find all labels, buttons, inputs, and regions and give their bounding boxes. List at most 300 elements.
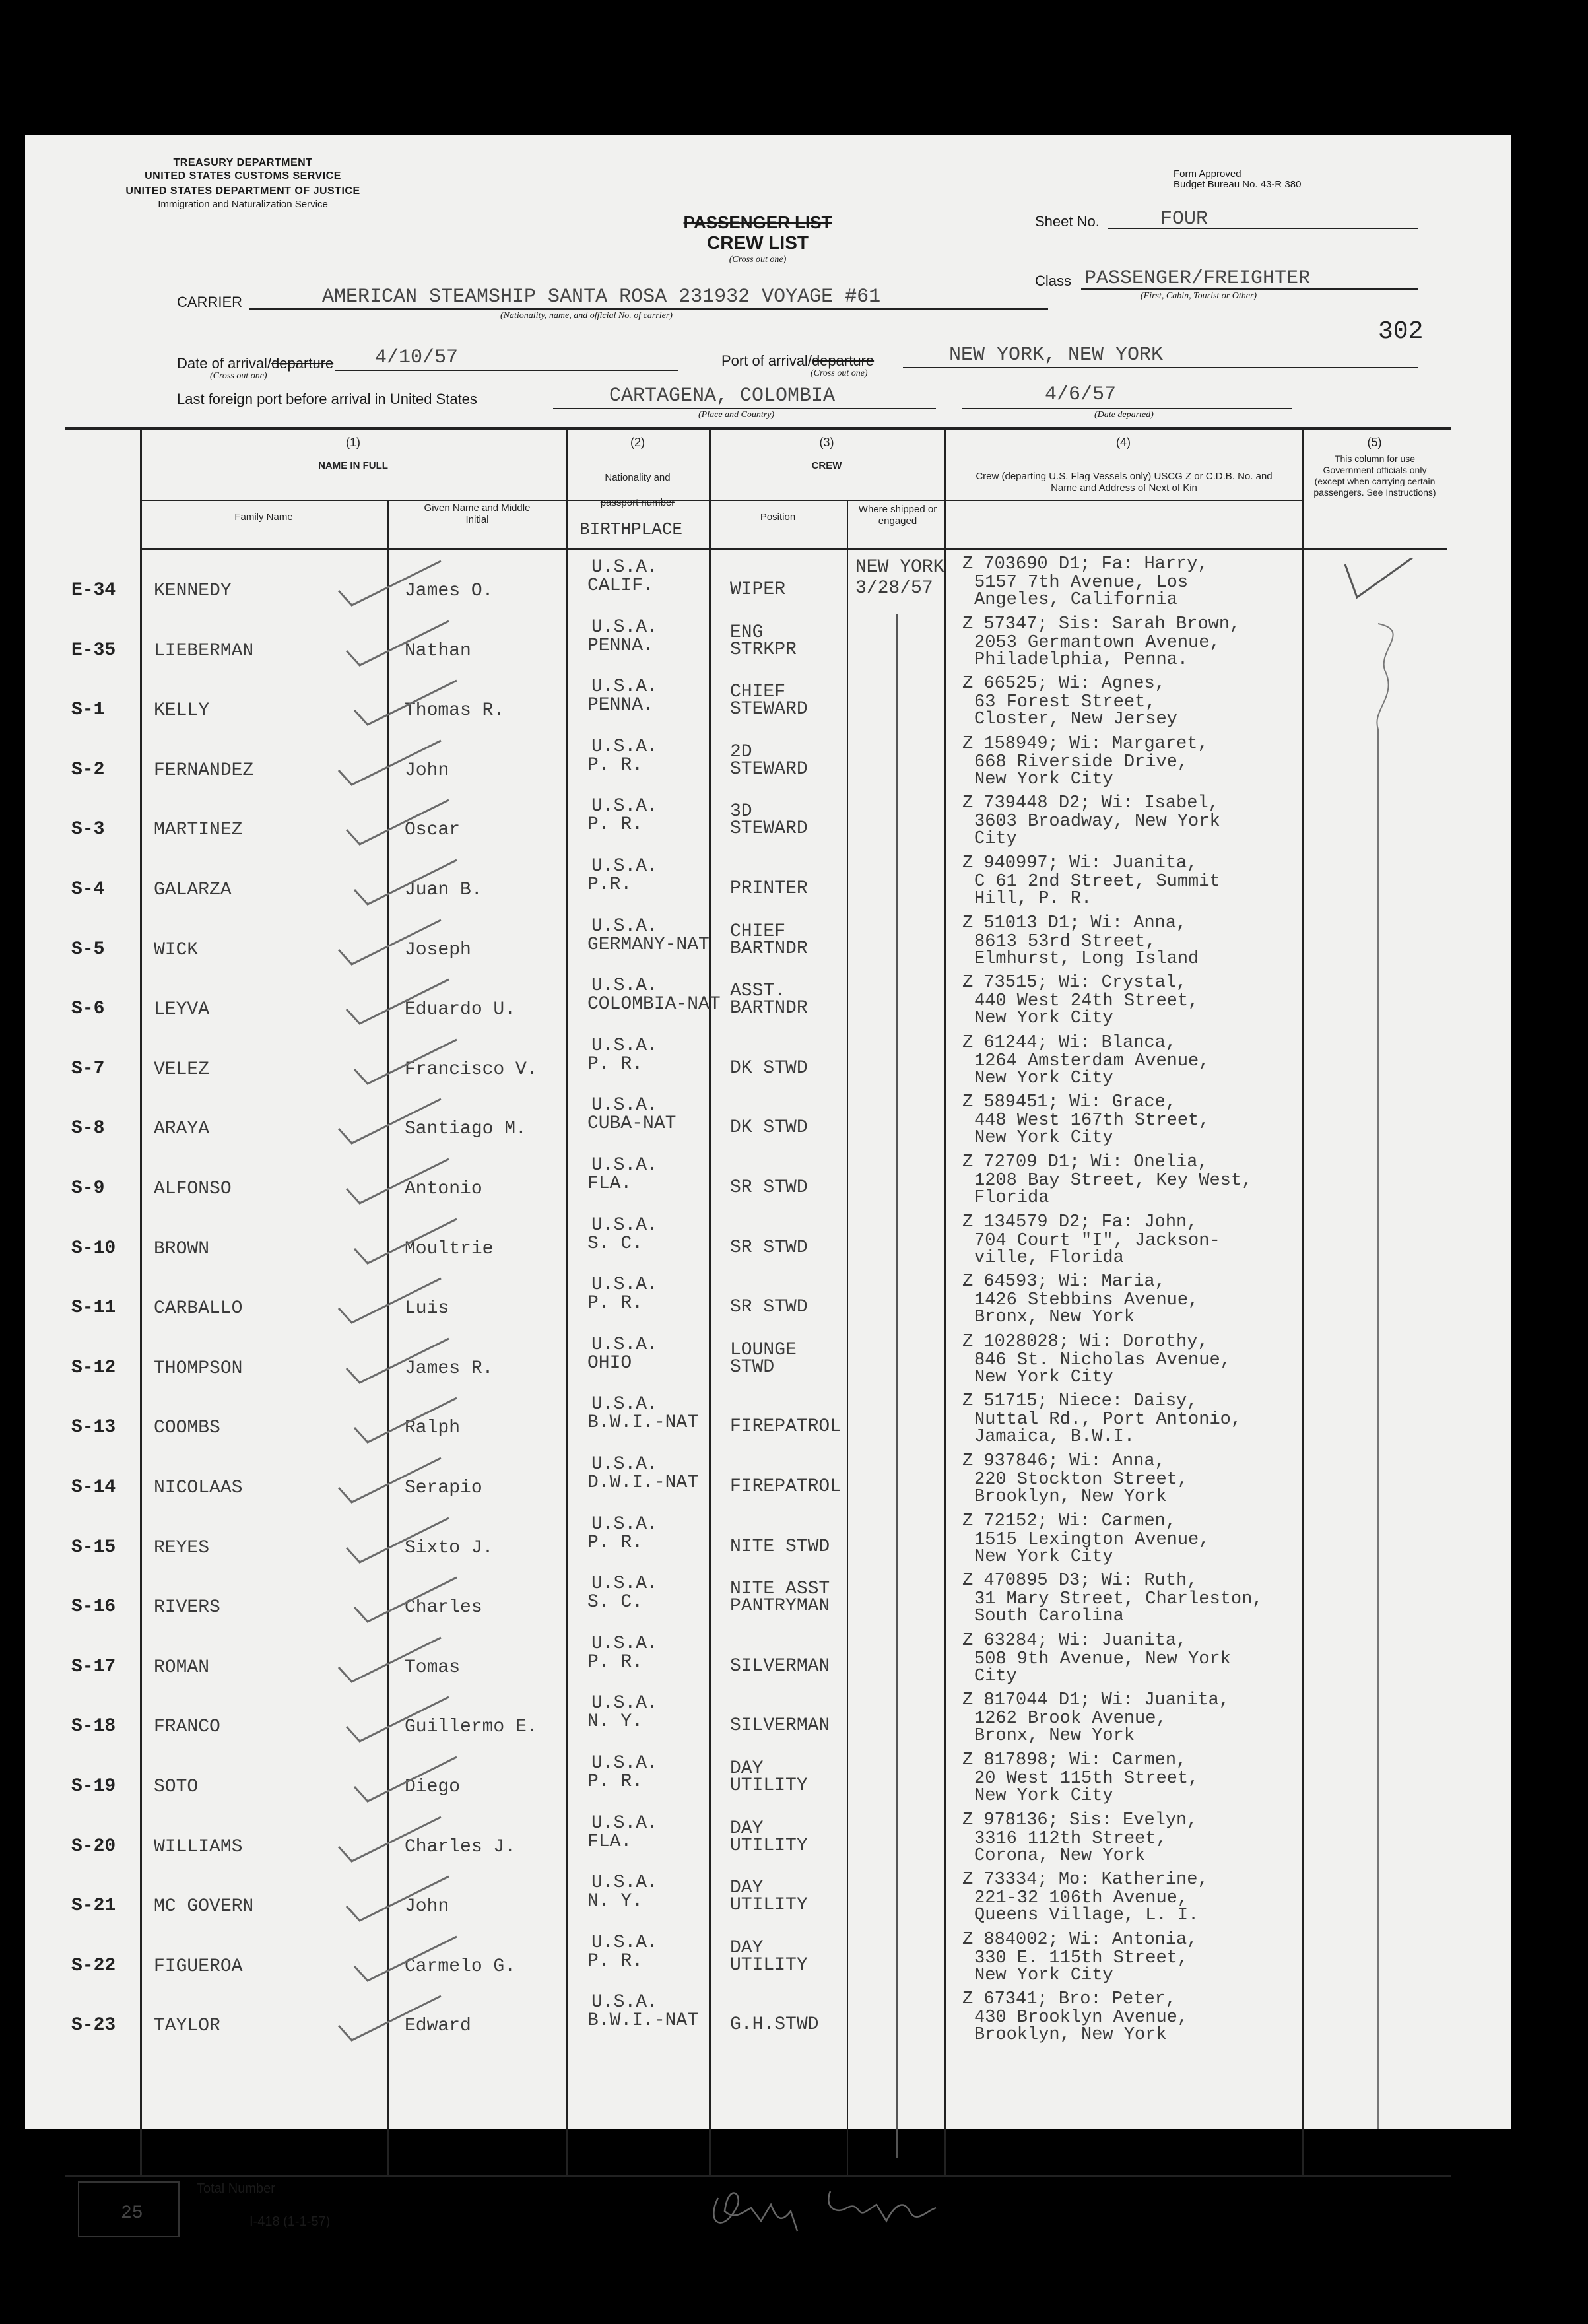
- col3-number: (3): [819, 436, 834, 449]
- check-icon: [337, 1694, 482, 1746]
- row-mark: S-16: [71, 1597, 116, 1618]
- birthplace: PENNA.: [587, 695, 654, 716]
- position-line1: SR STWD: [730, 1297, 808, 1318]
- next-of-kin-line3: Closter, New Jersey: [974, 710, 1177, 730]
- check-icon: [337, 797, 482, 849]
- position-line1: CHIEF: [730, 682, 786, 703]
- family-name: CARBALLO: [154, 1298, 243, 1319]
- last-port-note: (Place and Country): [698, 410, 775, 420]
- next-of-kin-line1: Z 940997; Wi: Juanita,: [962, 853, 1198, 873]
- next-of-kin-line1: Z 63284; Wi: Juanita,: [962, 1630, 1187, 1651]
- next-of-kin-line1: Z 937846; Wi: Anna,: [962, 1451, 1166, 1471]
- page-number: 302: [1378, 317, 1424, 346]
- nationality: U.S.A.: [591, 557, 658, 578]
- nationality: U.S.A.: [591, 1753, 658, 1774]
- next-of-kin-line1: Z 470895 D3; Wi: Ruth,: [962, 1571, 1198, 1591]
- row-mark: S-11: [71, 1298, 116, 1319]
- table-row: [25, 1748, 1511, 1809]
- check-icon: [329, 917, 474, 970]
- birthplace: P. R.: [587, 1293, 644, 1314]
- position-line2: UTILITY: [730, 1776, 808, 1796]
- position-line1: DK STWD: [730, 1057, 808, 1079]
- family-name: VELEZ: [154, 1059, 210, 1080]
- carrier-label: CARRIER: [177, 294, 243, 310]
- date-note: (Cross out one): [210, 371, 267, 381]
- given-name: Sixto J.: [405, 1537, 494, 1558]
- nationality: U.S.A.: [591, 856, 658, 877]
- position-line1: FIREPATROL: [730, 1477, 842, 1497]
- nationality: U.S.A.: [591, 1633, 658, 1654]
- row-mark: S-13: [71, 1417, 116, 1438]
- table-row: [25, 1688, 1511, 1748]
- family-name: NICOLAAS: [154, 1478, 243, 1498]
- carrier-underline: [249, 308, 1048, 310]
- birthplace: B.W.I.-NAT: [587, 2010, 699, 2032]
- subheader-rule: [140, 500, 1302, 501]
- form-id: I-418 (1-1-57): [249, 2214, 331, 2229]
- next-of-kin-line1: Z 73515; Wi: Crystal,: [962, 973, 1187, 993]
- row-mark: S-12: [71, 1357, 116, 1378]
- nationality: U.S.A.: [591, 736, 658, 757]
- nationality: U.S.A.: [591, 1574, 658, 1595]
- next-of-kin-line2: 220 Stockton Street,: [974, 1470, 1189, 1490]
- next-of-kin-line1: Z 817898; Wi: Carmen,: [962, 1750, 1187, 1770]
- port-underline: [903, 367, 1418, 368]
- position-line1: SR STWD: [730, 1237, 808, 1258]
- table-row: [25, 732, 1511, 792]
- given-name: Eduardo U.: [405, 999, 516, 1020]
- family-name: KELLY: [154, 700, 210, 721]
- next-of-kin-line3: New York City: [974, 1546, 1113, 1567]
- check-icon: [337, 1515, 482, 1568]
- table-row: [25, 1510, 1511, 1570]
- table-row: [25, 1629, 1511, 1689]
- position-line1: DAY: [730, 1818, 764, 1839]
- check-icon: [345, 1933, 490, 1986]
- given-name: Ralph: [405, 1418, 461, 1439]
- col2-birthplace: BIRTHPLACE: [579, 519, 683, 539]
- table-row: [25, 1211, 1511, 1271]
- next-of-kin-line3: Brooklyn, New York: [974, 1487, 1167, 1507]
- ditto-line-where: [896, 614, 898, 2158]
- next-of-kin-line3: Bronx, New York: [974, 1308, 1135, 1328]
- check-icon: [345, 1395, 490, 1447]
- where-shipped: NEW YORK: [855, 557, 944, 578]
- position-line1: DK STWD: [730, 1117, 808, 1139]
- class-label: Class: [1035, 273, 1072, 289]
- family-name: KENNEDY: [154, 581, 232, 601]
- given-name: Moultrie: [405, 1238, 494, 1259]
- nationality: U.S.A.: [591, 1454, 658, 1475]
- next-of-kin-line1: Z 884002; Wi: Antonia,: [962, 1929, 1198, 1950]
- col1-title: NAME IN FULL: [318, 460, 388, 471]
- header-bottom-rule: [140, 548, 1447, 550]
- family-name: FRANCO: [154, 1717, 220, 1738]
- nationality: U.S.A.: [591, 1693, 658, 1714]
- given-name: Charles: [405, 1597, 482, 1618]
- last-port-underline: [553, 408, 936, 409]
- date-value: 4/10/57: [375, 347, 459, 369]
- next-of-kin-line2: 1262 Brook Avenue,: [974, 1709, 1167, 1729]
- next-of-kin-line3: New York City: [974, 1009, 1113, 1029]
- birthplace: FLA.: [587, 1174, 632, 1194]
- date-label-arrival: Date of arrival/: [177, 355, 272, 372]
- sheet-underline: [1108, 228, 1418, 229]
- next-of-kin-line2: 3603 Broadway, New York: [974, 812, 1220, 832]
- next-of-kin-line1: Z 158949; Wi: Margaret,: [962, 733, 1208, 754]
- family-name: COOMBS: [154, 1418, 220, 1439]
- next-of-kin-line3: Queens Village, L. I.: [974, 1906, 1199, 1926]
- birthplace: PENNA.: [587, 635, 654, 656]
- next-of-kin-line1: Z 703690 D1; Fa: Harry,: [962, 554, 1208, 574]
- position-line1: SILVERMAN: [730, 1715, 830, 1737]
- position-line1: FIREPATROL: [730, 1416, 842, 1438]
- next-of-kin-line2: 430 Brooklyn Avenue,: [974, 2008, 1189, 2028]
- check-icon: [337, 1335, 482, 1388]
- next-of-kin-line1: Z 72709 D1; Wi: Onelia,: [962, 1152, 1208, 1172]
- next-of-kin-line2: 2053 Germantown Avenue,: [974, 632, 1220, 653]
- next-of-kin-line2: 1426 Stebbins Avenue,: [974, 1290, 1199, 1311]
- birthplace: OHIO: [587, 1352, 632, 1374]
- next-of-kin-line3: City: [974, 1666, 1017, 1686]
- next-of-kin-line1: Z 1028028; Wi: Dorothy,: [962, 1331, 1208, 1352]
- birthplace: P. R.: [587, 1053, 644, 1075]
- birthplace: P. R.: [587, 1532, 644, 1553]
- next-of-kin-line3: City: [974, 829, 1017, 849]
- next-of-kin-line1: Z 64593; Wi: Maria,: [962, 1272, 1166, 1292]
- squiggle-line: [1377, 624, 1393, 2129]
- row-mark: S-21: [71, 1896, 116, 1917]
- position-line1: 3D: [730, 801, 752, 822]
- col-family-head: Family Name: [234, 512, 293, 523]
- nationality: U.S.A.: [591, 1932, 658, 1953]
- position-line2: UTILITY: [730, 1954, 808, 1975]
- birthplace: P. R.: [587, 1772, 644, 1792]
- next-of-kin-line1: Z 67341; Bro: Peter,: [962, 1989, 1177, 2010]
- row-mark: S-4: [71, 879, 105, 900]
- family-name: WICK: [154, 939, 199, 960]
- table-row: [25, 1868, 1511, 1928]
- position-line1: 2D: [730, 741, 752, 762]
- next-of-kin-line3: Jamaica, B.W.I.: [974, 1427, 1135, 1447]
- next-of-kin-line3: ville, Florida: [974, 1247, 1124, 1268]
- col1-number: (1): [346, 436, 360, 449]
- check-icon: [337, 1873, 482, 1926]
- check-icon: [329, 737, 474, 790]
- port-label-departure: departure: [811, 352, 875, 369]
- crew-list-title: CREW LIST: [707, 232, 809, 253]
- birthplace: S. C.: [587, 1233, 644, 1254]
- next-of-kin-line3: South Carolina: [974, 1607, 1124, 1627]
- departed-note: (Date departed): [1094, 410, 1154, 420]
- crew-list-form: [25, 135, 1511, 2229]
- carrier-value: AMERICAN STEAMSHIP SANTA ROSA 231932 VOYAGE #61: [322, 286, 881, 308]
- last-port-value: CARTAGENA, COLOMBIA: [609, 385, 836, 407]
- family-name: BROWN: [154, 1238, 210, 1259]
- row-mark: S-10: [71, 1238, 116, 1259]
- position-line1: DAY: [730, 1937, 764, 1958]
- check-icon: [345, 1574, 490, 1627]
- given-name: Joseph: [405, 939, 471, 960]
- next-of-kin-line3: New York City: [974, 1367, 1113, 1387]
- birthplace: P. R.: [587, 814, 644, 836]
- date-label-departure: departure: [271, 355, 334, 372]
- position-line2: STWD: [730, 1356, 775, 1378]
- next-of-kin-line2: 448 West 167th Street,: [974, 1111, 1210, 1131]
- next-of-kin-line2: 1264 Amsterdam Avenue,: [974, 1051, 1210, 1071]
- col-where-head: Where shipped or engaged: [858, 504, 937, 527]
- agency-treasury: TREASURY DEPARTMENT: [173, 157, 313, 168]
- next-of-kin-line1: Z 817044 D1; Wi: Juanita,: [962, 1690, 1230, 1711]
- position-line1: ASST.: [730, 981, 786, 1002]
- position-line1: PRINTER: [730, 879, 808, 899]
- nationality: U.S.A.: [591, 915, 658, 937]
- agency-ins: Immigration and Naturalization Service: [158, 199, 328, 210]
- row-mark: E-35: [71, 640, 116, 661]
- position-line2: STEWARD: [730, 758, 808, 780]
- birthplace: S. C.: [587, 1592, 644, 1613]
- next-of-kin-line1: Z 72152; Wi: Carmen,: [962, 1511, 1177, 1531]
- next-of-kin-line2: 31 Mary Street, Charleston,: [974, 1589, 1263, 1610]
- row-mark: S-20: [71, 1836, 116, 1857]
- table-row: [25, 791, 1511, 851]
- next-of-kin-line1: Z 51715; Niece: Daisy,: [962, 1391, 1198, 1412]
- table-row: [25, 1809, 1511, 1869]
- nationality: U.S.A.: [591, 1214, 658, 1236]
- check-icon: [329, 1096, 474, 1148]
- position-line1: WIPER: [730, 580, 786, 600]
- next-of-kin-line1: Z 61244; Wi: Blanca,: [962, 1032, 1177, 1053]
- col-position-head: Position: [760, 512, 796, 523]
- position-line1: NITE ASST: [730, 1579, 830, 1600]
- table-top-rule: [65, 427, 1451, 430]
- row-mark: S-14: [71, 1477, 116, 1498]
- family-name: WILLIAMS: [154, 1836, 243, 1857]
- nationality: U.S.A.: [591, 1873, 658, 1894]
- next-of-kin-line2: Nuttal Rd., Port Antonio,: [974, 1410, 1242, 1430]
- position-line2: PANTRYMAN: [730, 1596, 830, 1617]
- next-of-kin-line2: 668 Riverside Drive,: [974, 752, 1189, 772]
- birthplace: P. R.: [587, 1950, 644, 1972]
- next-of-kin-line2: 508 9th Avenue, New York: [974, 1649, 1231, 1669]
- row-mark: S-22: [71, 1955, 116, 1976]
- birthplace: CUBA-NAT: [587, 1113, 677, 1135]
- next-of-kin-line3: Brooklyn, New York: [974, 2025, 1167, 2045]
- table-row: [25, 552, 1511, 613]
- position-line1: DAY: [730, 1878, 764, 1899]
- row-mark: S-3: [71, 819, 105, 840]
- next-of-kin-line3: New York City: [974, 769, 1113, 789]
- next-of-kin-line1: Z 134579 D2; Fa: John,: [962, 1212, 1198, 1232]
- col5-title: This column for use Government officials only (except when carrying certain passengers. See Instructions): [1313, 453, 1436, 498]
- table-row: [25, 1270, 1511, 1330]
- next-of-kin-line3: Bronx, New York: [974, 1726, 1135, 1746]
- birthplace: P. R.: [587, 1651, 644, 1673]
- given-name: Juan B.: [405, 880, 482, 900]
- next-of-kin-line3: Elmhurst, Long Island: [974, 948, 1199, 969]
- nationality: U.S.A.: [591, 1155, 658, 1176]
- port-note: (Cross out one): [811, 368, 868, 378]
- sheet-value: FOUR: [1160, 208, 1208, 230]
- check-icon: [337, 1156, 482, 1209]
- position-line2: STEWARD: [730, 699, 808, 720]
- row-mark: S-18: [71, 1716, 116, 1737]
- family-name: FERNANDEZ: [154, 760, 254, 781]
- position-line1: LOUNGE: [730, 1339, 797, 1360]
- family-name: ARAYA: [154, 1119, 210, 1140]
- birthplace: P. R.: [587, 754, 644, 776]
- next-of-kin-line3: New York City: [974, 1965, 1113, 1985]
- position-line2: BARTNDR: [730, 998, 808, 1019]
- given-name: Nathan: [405, 640, 471, 661]
- position-line1: DAY: [730, 1758, 764, 1779]
- nationality: U.S.A.: [591, 1812, 658, 1834]
- row-mark: S-6: [71, 999, 105, 1020]
- col2-number: (2): [630, 436, 645, 449]
- row-mark: S-23: [71, 2015, 116, 2036]
- family-name: TAYLOR: [154, 2016, 220, 2037]
- col4-title: Crew (departing U.S. Flag Vessels only) USCG Z or C.D.B. No. and Name and Address of Next of Kin: [976, 471, 1273, 494]
- position-line1: ENG: [730, 622, 764, 643]
- col2-passport: passport number: [600, 497, 675, 508]
- birthplace: CALIF.: [587, 576, 654, 596]
- family-name: FIGUEROA: [154, 1956, 243, 1977]
- nationality: U.S.A.: [591, 796, 658, 817]
- given-name: Thomas R.: [405, 700, 505, 721]
- cross-out-note: (Cross out one): [729, 255, 787, 265]
- nationality: U.S.A.: [591, 1275, 658, 1296]
- nationality: U.S.A.: [591, 1394, 658, 1415]
- row-mark: S-19: [71, 1776, 116, 1797]
- position-line2: UTILITY: [730, 1895, 808, 1916]
- given-name: Charles J.: [405, 1836, 516, 1857]
- table-row: [25, 1090, 1511, 1150]
- table-row: [25, 1928, 1511, 1988]
- given-name: Guillermo E.: [405, 1717, 538, 1738]
- nationality: U.S.A.: [591, 1992, 658, 2013]
- given-name: Tomas: [405, 1657, 461, 1678]
- next-of-kin-line2: 221-32 106th Avenue,: [974, 1888, 1189, 1909]
- last-port-label: Last foreign port before arrival in United States: [177, 391, 477, 407]
- sheet-label: Sheet No.: [1035, 213, 1100, 230]
- family-name: RIVERS: [154, 1597, 220, 1618]
- form-approved: Form Approved: [1174, 168, 1241, 180]
- given-name: Antonio: [405, 1179, 482, 1199]
- row-mark: S-15: [71, 1537, 116, 1558]
- check-icon: [329, 1634, 474, 1687]
- birthplace: FLA.: [587, 1831, 632, 1852]
- budget-bureau: Budget Bureau No. 43-R 380: [1174, 179, 1302, 190]
- port-value: NEW YORK, NEW YORK: [949, 344, 1164, 366]
- next-of-kin-line3: New York City: [974, 1068, 1113, 1088]
- birthplace: GERMANY-NAT: [587, 934, 710, 955]
- position-line2: BARTNDR: [730, 938, 808, 959]
- nationality: U.S.A.: [591, 1334, 658, 1355]
- next-of-kin-line1: Z 57347; Sis: Sarah Brown,: [962, 614, 1241, 634]
- next-of-kin-line2: 440 West 24th Street,: [974, 991, 1199, 1012]
- row-mark: S-17: [71, 1656, 116, 1677]
- next-of-kin-line3: Corona, New York: [974, 1845, 1146, 1866]
- next-of-kin-line1: Z 51013 D1; Wi: Anna,: [962, 913, 1187, 933]
- next-of-kin-line3: New York City: [974, 1786, 1113, 1806]
- table-row: [25, 1330, 1511, 1390]
- next-of-kin-line3: Hill, P. R.: [974, 889, 1092, 909]
- carrier-note: (Nationality, name, and official No. of carrier): [500, 311, 673, 321]
- given-name: Carmelo G.: [405, 1956, 516, 1977]
- position-line1: CHIEF: [730, 921, 786, 942]
- given-name: Serapio: [405, 1478, 482, 1498]
- table-row: [25, 912, 1511, 972]
- position-line2: STEWARD: [730, 818, 808, 840]
- check-icon: [345, 1216, 490, 1269]
- next-of-kin-line2: C 61 2nd Street, Summit: [974, 872, 1220, 892]
- family-name: GALARZA: [154, 880, 232, 900]
- next-of-kin-line3: New York City: [974, 1128, 1113, 1148]
- check-icon: [345, 857, 490, 910]
- departed-value: 4/6/57: [1045, 383, 1117, 406]
- row-mark: S-1: [71, 700, 105, 721]
- family-name: ROMAN: [154, 1657, 210, 1678]
- table-row: [25, 1449, 1511, 1510]
- given-name: James O.: [405, 581, 494, 601]
- total-value: 25: [121, 2203, 143, 2224]
- departed-underline: [962, 408, 1292, 409]
- position-line1: SR STWD: [730, 1178, 808, 1198]
- next-of-kin-line2: 63 Forest Street,: [974, 692, 1156, 713]
- passenger-list-title: PASSENGER LIST: [683, 213, 832, 232]
- table-row: [25, 1389, 1511, 1449]
- birthplace: B.W.I.-NAT: [587, 1412, 699, 1434]
- family-name: LEYVA: [154, 999, 210, 1020]
- given-name: John: [405, 760, 449, 781]
- birthplace: COLOMBIA-NAT: [587, 994, 721, 1015]
- table-row: [25, 1569, 1511, 1629]
- check-icon: [329, 1993, 474, 2045]
- next-of-kin-line3: Philadelphia, Penna.: [974, 649, 1189, 670]
- next-of-kin-line2: 20 West 115th Street,: [974, 1769, 1199, 1789]
- date-underline: [335, 370, 678, 371]
- col-given-head: Given Name and Middle Initial: [424, 502, 531, 525]
- given-name: James R.: [405, 1358, 494, 1379]
- given-name: Diego: [405, 1777, 461, 1797]
- total-label: Total Number: [197, 2181, 275, 2196]
- position-line1: SILVERMAN: [730, 1655, 830, 1677]
- check-icon: [1345, 558, 1431, 597]
- check-icon: [329, 558, 474, 611]
- birthplace: D.W.I.-NAT: [587, 1473, 699, 1493]
- nationality: U.S.A.: [591, 1095, 658, 1116]
- row-mark: E-34: [71, 580, 116, 601]
- table-row: [25, 1987, 1511, 2047]
- next-of-kin-line2: 330 E. 115th Street,: [974, 1948, 1189, 1968]
- agency-customs: UNITED STATES CUSTOMS SERVICE: [145, 170, 341, 182]
- nationality: U.S.A.: [591, 616, 658, 638]
- check-icon: [329, 1275, 474, 1328]
- position-line1: NITE STWD: [730, 1536, 830, 1557]
- table-row: [25, 1150, 1511, 1211]
- row-mark: S-7: [71, 1058, 105, 1079]
- table-row: [25, 672, 1511, 732]
- nationality: U.S.A.: [591, 1513, 658, 1535]
- row-mark: S-5: [71, 939, 105, 960]
- check-icon: [329, 1455, 474, 1508]
- table-row: [25, 613, 1511, 673]
- table-row: [25, 971, 1511, 1031]
- next-of-kin-line2: 5157 7th Avenue, Los: [974, 573, 1189, 593]
- class-underline: [1081, 288, 1418, 290]
- family-name: THOMPSON: [154, 1358, 243, 1379]
- position-line2: STRKPR: [730, 639, 797, 660]
